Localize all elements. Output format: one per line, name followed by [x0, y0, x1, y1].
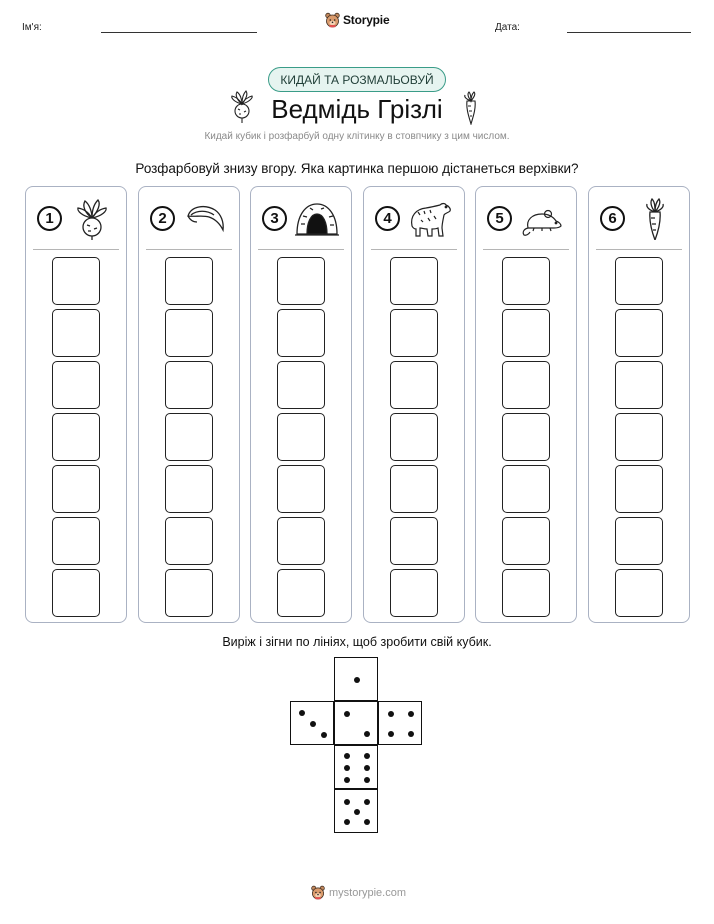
color-cell[interactable]: [52, 361, 100, 409]
beet-icon: [70, 198, 114, 240]
color-cell[interactable]: [502, 569, 550, 617]
color-cell[interactable]: [390, 569, 438, 617]
color-cell[interactable]: [277, 517, 325, 565]
color-cell[interactable]: [165, 465, 213, 513]
color-cell[interactable]: [52, 569, 100, 617]
bear-mascot-icon: [325, 12, 340, 28]
die-pip: [364, 765, 370, 771]
color-cell[interactable]: [615, 309, 663, 357]
column-divider: [596, 249, 682, 250]
page-subtitle: Кидай кубик і розфарбуй одну клітинку в стовпчику з цим числом.: [204, 131, 510, 142]
column-divider: [483, 249, 569, 250]
color-cell[interactable]: [277, 465, 325, 513]
dice-column-4: [363, 186, 465, 623]
die-pip: [344, 765, 350, 771]
cave-icon: [295, 198, 339, 240]
die-face-3: [290, 701, 334, 745]
cut-instruction: Виріж і зігни по лініях, щоб зробити свій кубик.: [222, 635, 492, 649]
color-cell[interactable]: [52, 257, 100, 305]
color-cell[interactable]: [165, 309, 213, 357]
die-pip: [364, 799, 370, 805]
die-pip: [310, 721, 316, 727]
color-cell[interactable]: [390, 517, 438, 565]
date-label: Дата:: [495, 22, 520, 33]
carrot-icon: [633, 198, 677, 240]
color-cell[interactable]: [165, 569, 213, 617]
die-pip: [344, 819, 350, 825]
die-pip: [354, 809, 360, 815]
die-pip: [344, 711, 350, 717]
column-number: 3: [262, 206, 287, 231]
color-cell[interactable]: [502, 413, 550, 461]
name-label: Ім'я:: [22, 22, 42, 33]
color-cell[interactable]: [390, 257, 438, 305]
color-cell[interactable]: [277, 257, 325, 305]
die-face-4: [378, 701, 422, 745]
bear-mascot-icon: [311, 885, 325, 900]
column-number: 2: [150, 206, 175, 231]
die-pip: [321, 732, 327, 738]
color-cell[interactable]: [502, 257, 550, 305]
footer: [311, 885, 406, 900]
bear-icon: [408, 198, 452, 240]
color-cell[interactable]: [52, 517, 100, 565]
die-pip: [364, 731, 370, 737]
color-cell[interactable]: [52, 465, 100, 513]
die-pip: [408, 711, 414, 717]
column-divider: [146, 249, 232, 250]
color-cell[interactable]: [277, 569, 325, 617]
column-divider: [258, 249, 344, 250]
color-cell[interactable]: [615, 517, 663, 565]
color-cell[interactable]: [502, 309, 550, 357]
die-pip: [364, 777, 370, 783]
color-cell[interactable]: [277, 413, 325, 461]
color-cell[interactable]: [615, 361, 663, 409]
color-cell[interactable]: [502, 465, 550, 513]
dice-column-5: [475, 186, 577, 623]
color-cell[interactable]: [615, 413, 663, 461]
date-line[interactable]: [567, 32, 691, 33]
die-face-2: [334, 701, 378, 745]
dice-column-2: [138, 186, 240, 623]
color-cell[interactable]: [165, 517, 213, 565]
brand-logo: [325, 12, 389, 28]
die-pip: [388, 711, 394, 717]
column-number: 5: [487, 206, 512, 231]
color-cell[interactable]: [165, 257, 213, 305]
column-number: 1: [37, 206, 62, 231]
color-cell[interactable]: [615, 257, 663, 305]
color-cell[interactable]: [502, 361, 550, 409]
color-cell[interactable]: [165, 413, 213, 461]
die-face-5: [334, 789, 378, 833]
die-face-6: [334, 745, 378, 789]
die-pip: [344, 799, 350, 805]
mouse-icon: [520, 198, 564, 240]
name-line[interactable]: [101, 32, 257, 33]
page-title: Ведмідь Грізлі: [271, 94, 443, 124]
die-pip: [354, 677, 360, 683]
color-cell[interactable]: [615, 465, 663, 513]
die-face-1: [334, 657, 378, 701]
color-cell[interactable]: [390, 309, 438, 357]
die-pip: [344, 777, 350, 783]
die-pip: [299, 710, 305, 716]
carrot-icon: [458, 91, 484, 125]
column-number: 4: [375, 206, 400, 231]
color-cell[interactable]: [277, 361, 325, 409]
color-cell[interactable]: [52, 413, 100, 461]
footer-url: mystorypie.com: [329, 886, 407, 899]
die-pip: [344, 753, 350, 759]
die-pip: [408, 731, 414, 737]
color-cell[interactable]: [615, 569, 663, 617]
coloring-instruction: Розфарбовуй знизу вгору. Яка картинка першою дістанеться верхівки?: [135, 161, 579, 176]
dice-column-3: [250, 186, 352, 623]
die-pip: [388, 731, 394, 737]
color-cell[interactable]: [52, 309, 100, 357]
activity-badge: КИДАЙ ТА РОЗМАЛЬОВУЙ: [268, 67, 446, 92]
color-cell[interactable]: [390, 413, 438, 461]
column-number: 6: [600, 206, 625, 231]
color-cell[interactable]: [390, 465, 438, 513]
color-cell[interactable]: [277, 309, 325, 357]
dice-column-6: [588, 186, 690, 623]
dice-column-1: [25, 186, 127, 623]
brand-name: Storypie: [343, 13, 390, 27]
color-cell[interactable]: [390, 361, 438, 409]
column-divider: [33, 249, 119, 250]
color-cell[interactable]: [502, 517, 550, 565]
column-divider: [371, 249, 457, 250]
color-cell[interactable]: [165, 361, 213, 409]
die-pip: [364, 753, 370, 759]
die-pip: [364, 819, 370, 825]
claw-icon: [183, 198, 227, 240]
